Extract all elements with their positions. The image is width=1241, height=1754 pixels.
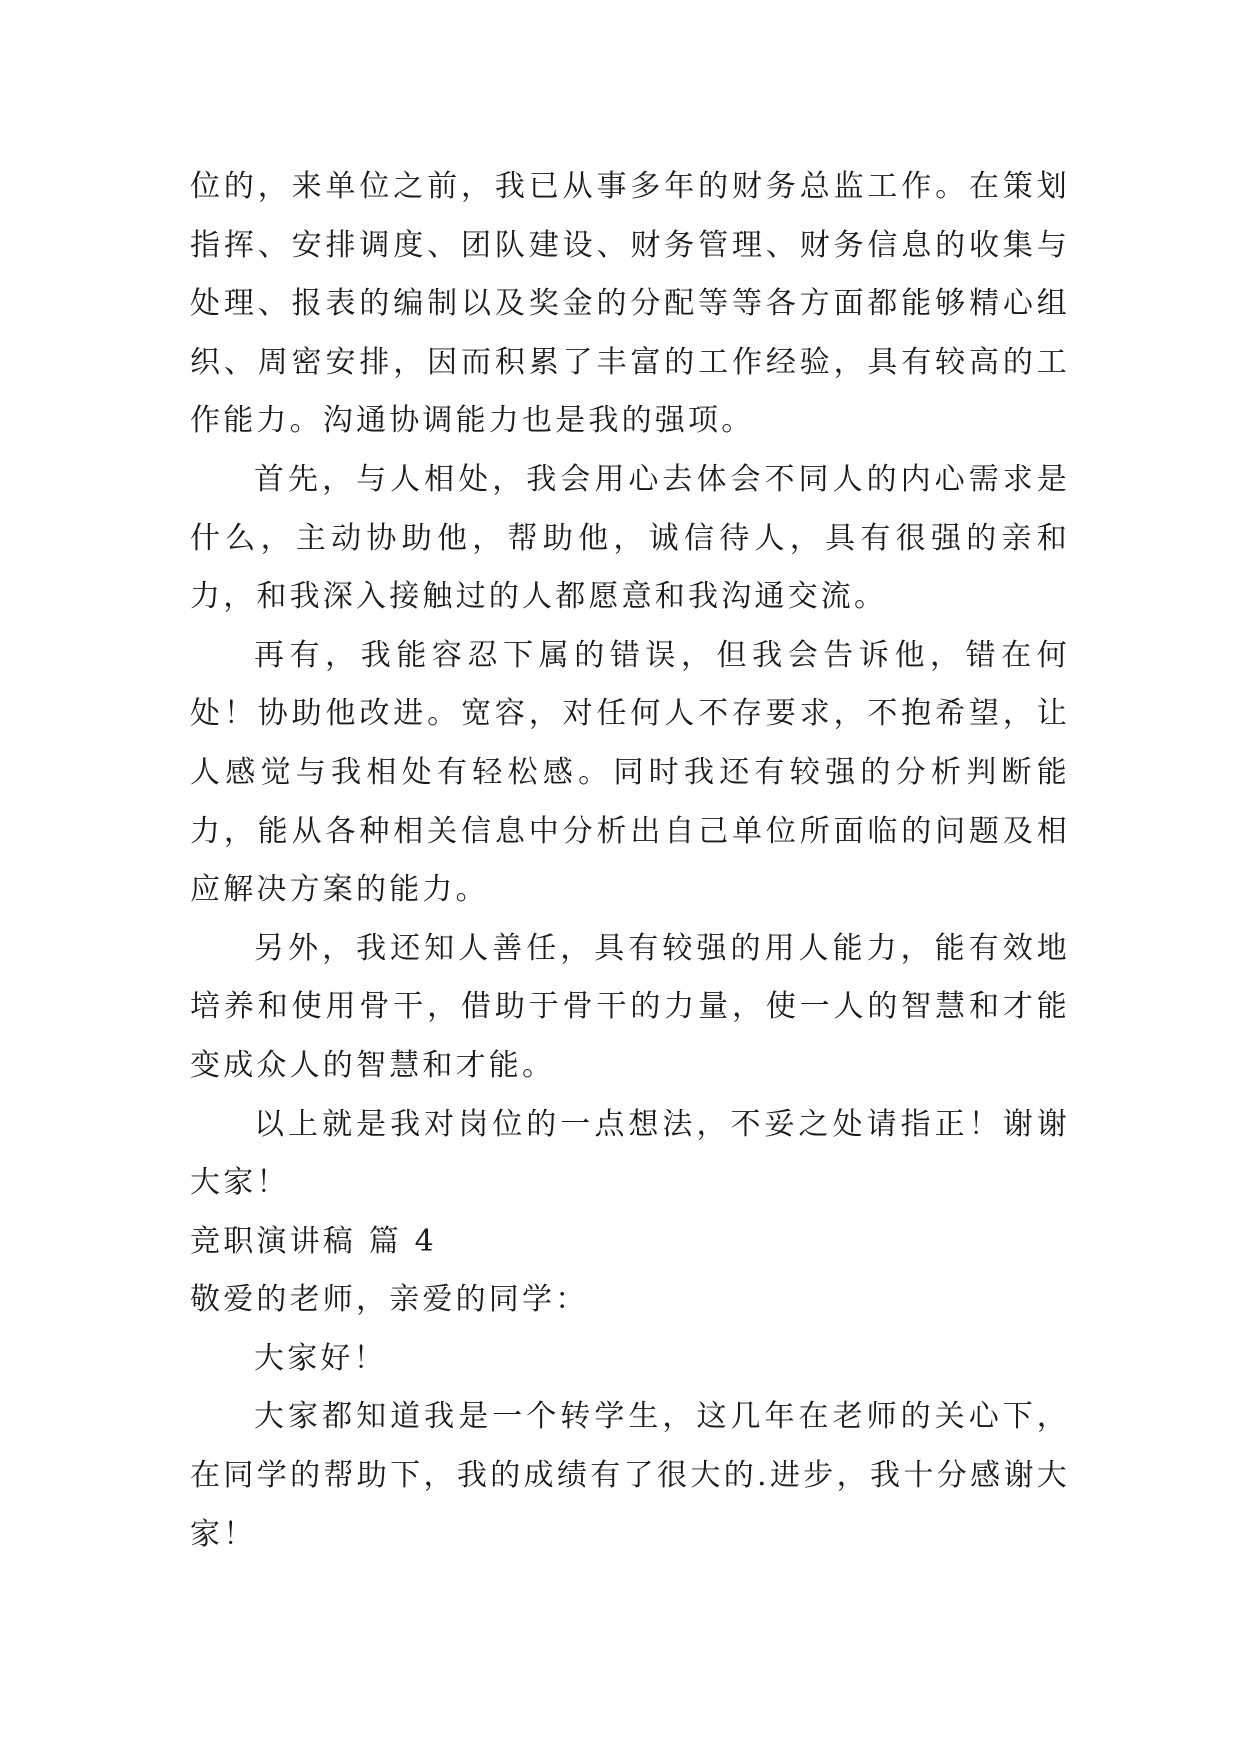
paragraph-closing-thanks: 以上就是我对岗位的一点想法，不妥之处请指正！谢谢大家！ [190, 1106, 1070, 1201]
greeting: 大家好！ [254, 1340, 387, 1376]
paragraph-talent-management: 另外，我还知人善任，具有较强的用人能力，能有效地培养和使用骨干，借助于骨干的力量，使一人的智慧和才能变成众人的智慧和才能。 [190, 930, 1070, 1083]
paragraph-transfer-student: 大家都知道我是一个转学生，这几年在老师的关心下，在同学的帮助下，我的成绩有了很大的.进步，我十分感谢大家！ [190, 1399, 1070, 1552]
paragraph-tolerance-analysis: 再有，我能容忍下属的错误，但我会告诉他，错在何处！协助他改进。宽容，对任何人不存要求，不抱希望，让人感觉与我相处有轻松感。同时我还有较强的分析判断能力，能从各种相关信息中分析出自己单位所面临的问题及相应解决方案的能力。 [190, 637, 1070, 908]
paragraph-finance-experience: 位的，来单位之前，我已从事多年的财务总监工作。在策划指挥、安排调度、团队建设、财务管理、财务信息的收集与处理、报表的编制以及奖金的分配等等各方面都能够精心组织、周密安排，因而积累了丰富的工作经验，具有较高的工作能力。沟通协调能力也是我的强项。 [190, 169, 1070, 439]
document-body [190, 158, 1070, 1564]
salutation: 敬爱的老师，亲爱的同学： [190, 1282, 589, 1318]
paragraph-people-skills: 首先，与人相处，我会用心去体会不同人的内心需求是什么，主动协助他，帮助他，诚信待人，具有很强的亲和力，和我深入接触过的人都愿意和我沟通交流。 [190, 461, 1070, 615]
section-heading: 竞职演讲稿 篇 4 [190, 1223, 437, 1259]
